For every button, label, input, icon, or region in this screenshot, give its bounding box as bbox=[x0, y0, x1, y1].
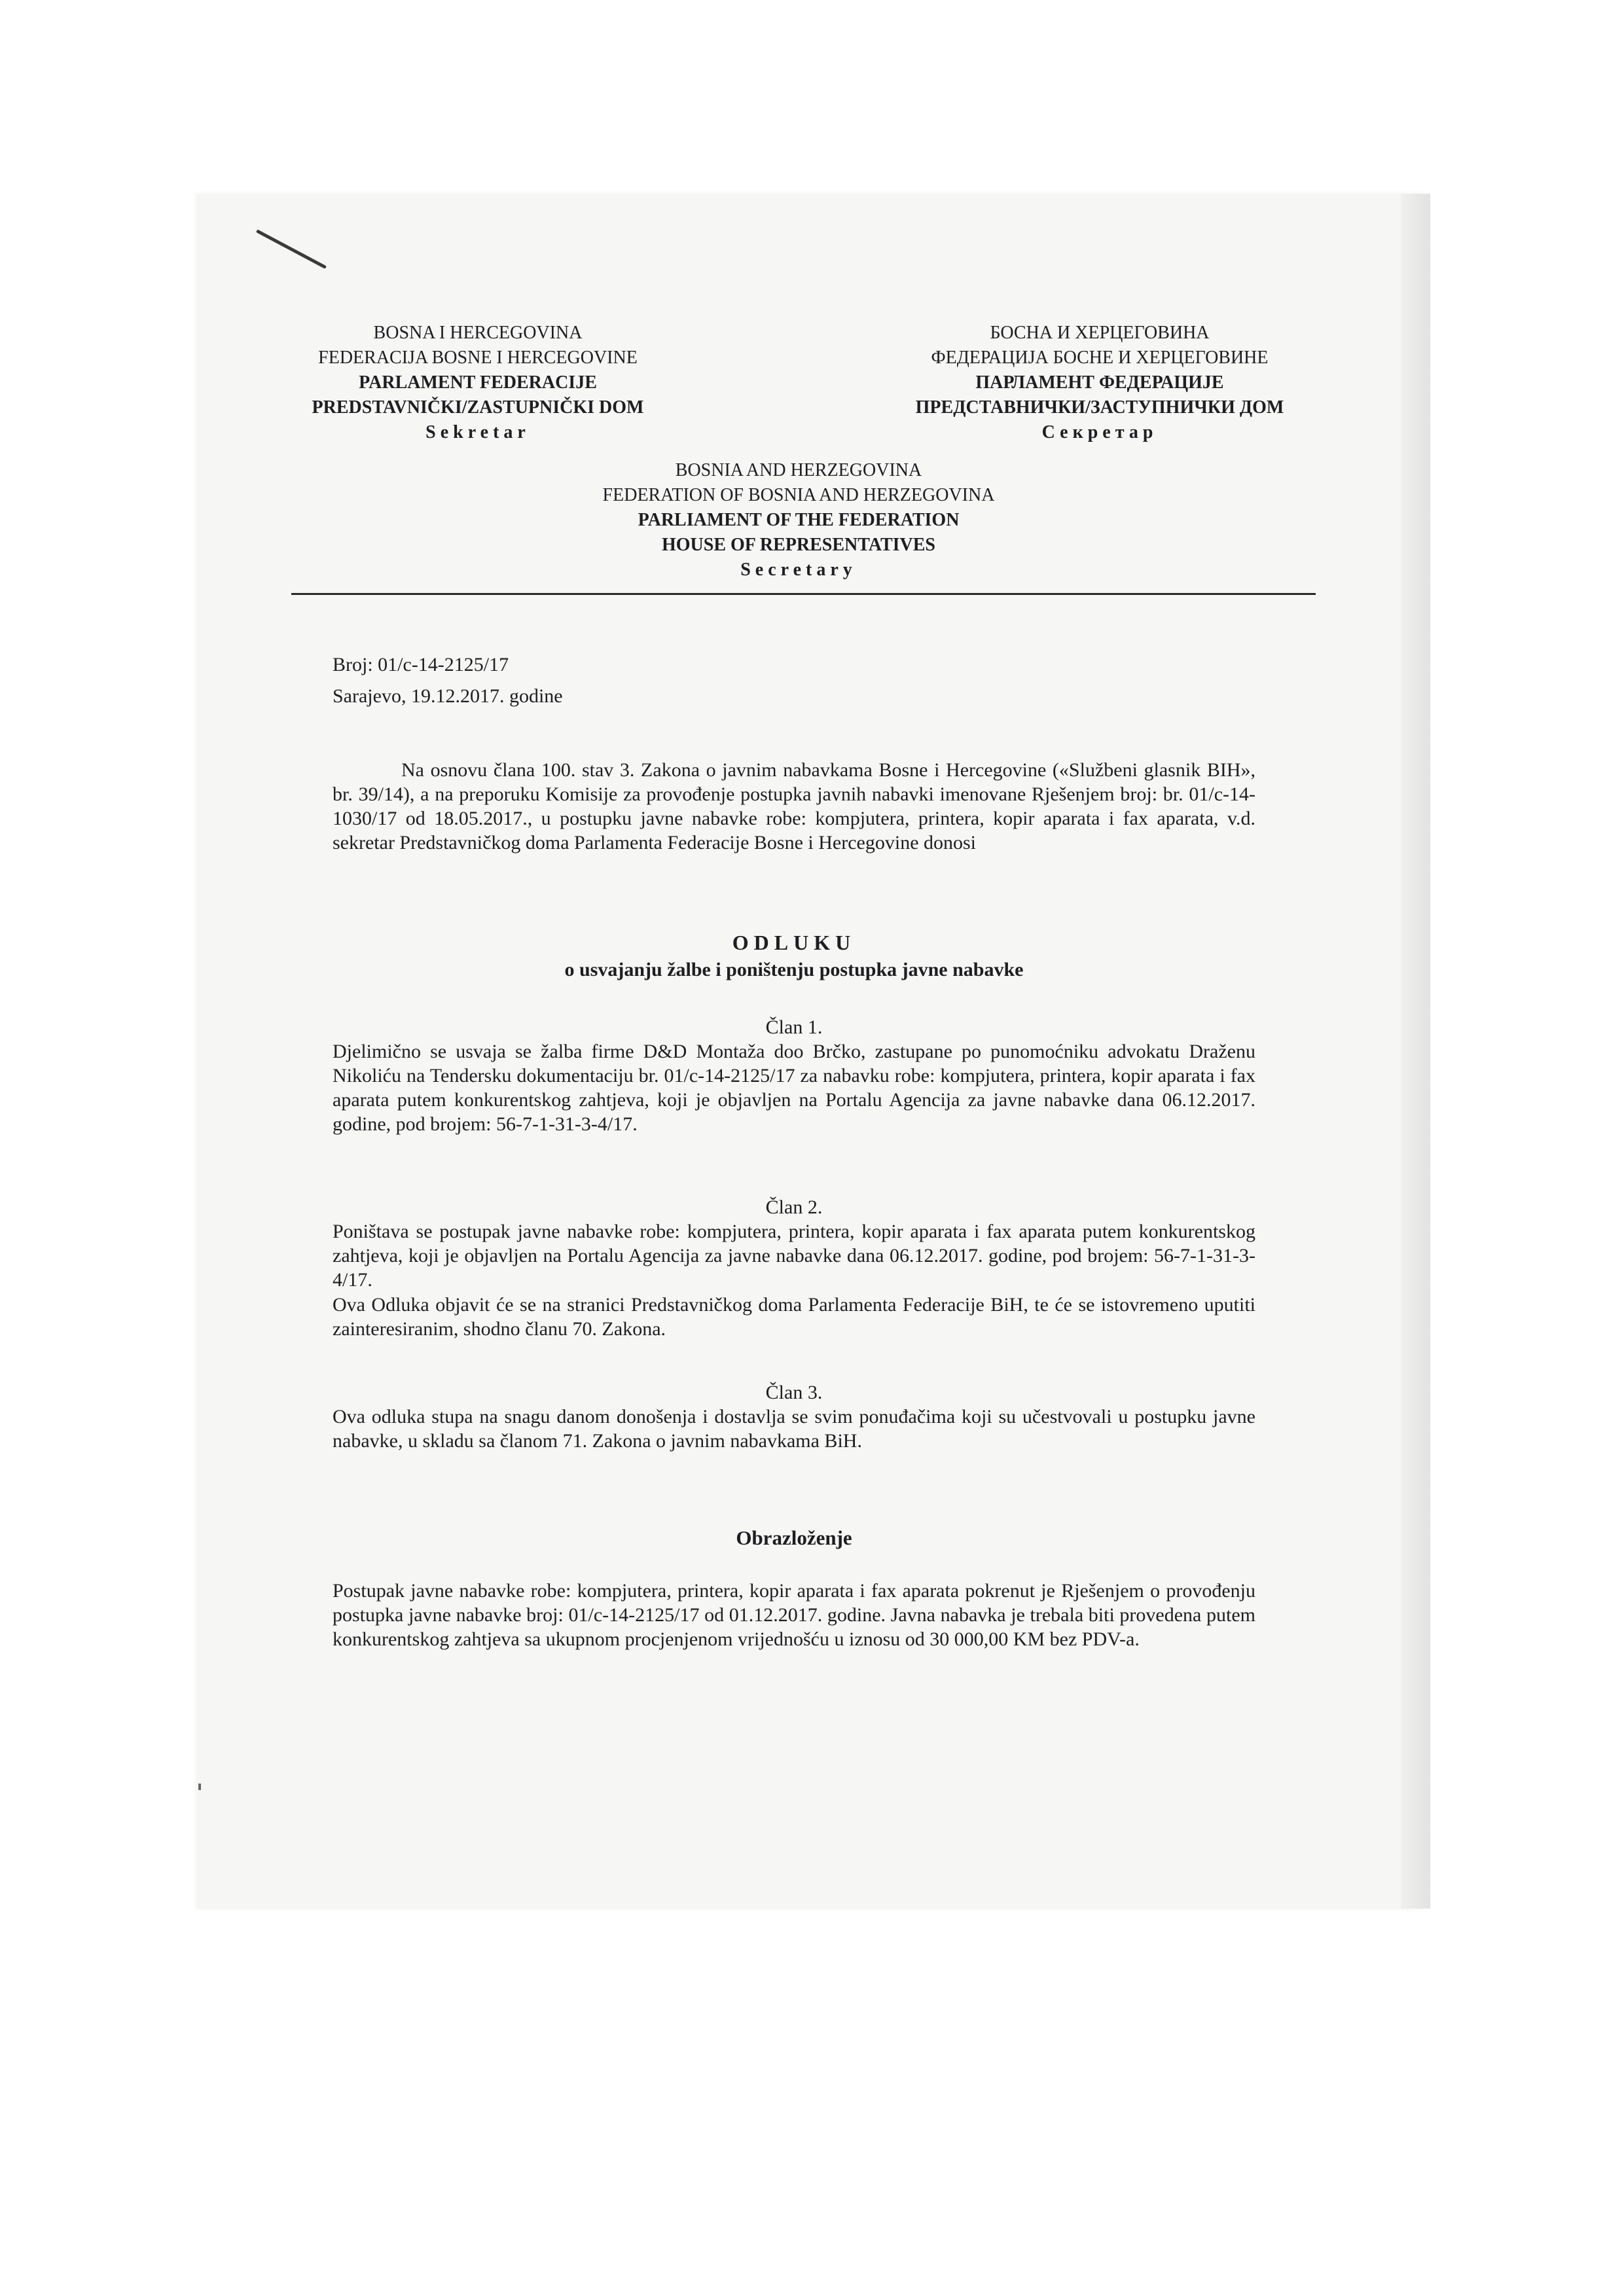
header-divider bbox=[291, 593, 1316, 595]
obrazlozenje-heading: Obrazloženje bbox=[736, 1526, 852, 1549]
header-center-role: Secretary bbox=[740, 560, 857, 580]
clan-1-heading: Član 1. bbox=[765, 1016, 823, 1038]
header-cyrillic bbox=[871, 321, 1329, 445]
scan-speck bbox=[198, 1784, 201, 1790]
document-meta bbox=[333, 649, 563, 712]
header-right-line: ФЕДЕРАЦИЈА БОСНЕ И ХЕРЦЕГОВИНЕ bbox=[931, 348, 1269, 368]
document-number: Broj: 01/c-14-2125/17 bbox=[333, 654, 509, 675]
header-center-line: PARLIAMENT OF THE FEDERATION bbox=[638, 510, 960, 530]
clan-2-text-publication: Ova Odluka objavit će se na stranici Predstavničkog doma Parlamenta Federacije BiH, te će se istovremeno uputiti zainteresiranim, shodno članu 70. Zakona. bbox=[333, 1294, 1255, 1340]
clan-3-heading: Član 3. bbox=[765, 1382, 823, 1403]
clan-2-heading: Član 2. bbox=[765, 1196, 823, 1218]
header-left-line: FEDERACIJA BOSNE I HERCEGOVINE bbox=[318, 348, 638, 368]
header-right-line: ПАРЛАМЕНТ ФЕДЕРАЦИЈЕ bbox=[975, 372, 1224, 393]
header-left-line: BOSNA I HERCEGOVINA bbox=[373, 323, 583, 343]
header-left-role: Sekretar bbox=[425, 422, 530, 442]
header-center-line: HOUSE OF REPRESENTATIVES bbox=[661, 535, 936, 555]
obrazlozenje-text: Postupak javne nabavke robe: kompjutera, printera, kopir aparata i fax aparata pokrenut je Rješenjem o provođenju postupka javne nabavke broj: 01/c-14-2125/17 od 01.12.2017. godine. Javna nabavka je trebala biti provedena putem konkurentskog zahtjeva sa ukupnom procjenjenom vrijednošću u iznosu od 30 000,00 KM bez PDV-a. bbox=[333, 1580, 1255, 1650]
decision-subtitle: o usvajanju žalbe i poništenju postupka javne nabavke bbox=[564, 959, 1024, 980]
clan-2-text: Poništava se postupak javne nabavke robe: kompjutera, printera, kopir aparata i fax aparata putem konkurentskog zahtjeva, koji je objavljen na Portalu Agencija za javne nabavke dana 06.12.2017. godine, pod brojem: 56-7-1-31-3-4/17. bbox=[333, 1221, 1255, 1291]
header-english bbox=[537, 458, 1060, 583]
intro-paragraph: Na osnovu člana 100. stav 3. Zakona o javnim nabavkama Bosne i Hercegovine («Službeni glasnik BIH», br. 39/14), a na preporuku Komisije za provođenje postupka javnih nabavki imenovane Rješenjem broj: br. 01/c-14-1030/17 od 18.05.2017., u postupku javne nabavke robe: kompjutera, printera, kopir aparata i fax aparata, v.d. sekretar Predstavničkog doma Parlamenta Federacije Bosne i Hercegovine donosi bbox=[333, 759, 1255, 853]
header-latin bbox=[275, 321, 681, 445]
decision-title: ODLUKU bbox=[732, 931, 856, 954]
clan-1-text: Djelimično se usvaja se žalba firme D&D Montaža doo Brčko, zastupane po punomoćniku advokatu Draženu Nikoliću na Tendersku dokumentaciju br. 01/c-14-2125/17 za nabavku robe: kompjutera, printera, kopir aparata i fax aparata putem konkurentskog zahtjeva, koji je objavljen na Portalu Agencija za javne nabavke dana 06.12.2017. godine, pod brojem: 56-7-1-31-3-4/17. bbox=[333, 1041, 1255, 1135]
decision-title-block bbox=[333, 928, 1255, 983]
header-center-line: FEDERATION OF BOSNIA AND HERZEGOVINA bbox=[602, 485, 995, 505]
scan-edge-shadow bbox=[1401, 194, 1430, 1909]
header-right-line: БОСНА И ХЕРЦЕГОВИНА bbox=[990, 323, 1210, 343]
header-left-line: PARLAMENT FEDERACIJE bbox=[359, 372, 597, 393]
header-left-line: PREDSTAVNIČKI/ZASTUPNIČKI DOM bbox=[312, 397, 644, 418]
header-right-role: Секретар bbox=[1041, 422, 1158, 442]
document-place-date: Sarajevo, 19.12.2017. godine bbox=[333, 685, 563, 707]
header-right-line: ПРЕДСТАВНИЧКИ/ЗАСТУПНИЧКИ ДОМ bbox=[915, 397, 1284, 418]
header-center-line: BOSNIA AND HERZEGOVINA bbox=[675, 460, 922, 480]
clan-3-text: Ova odluka stupa na snagu danom donošenja i dostavlja se svim ponuđačima koji su učestvovali u postupku javne nabavke, u skladu sa članom 71. Zakona o javnim nabavkama BiH. bbox=[333, 1406, 1255, 1452]
